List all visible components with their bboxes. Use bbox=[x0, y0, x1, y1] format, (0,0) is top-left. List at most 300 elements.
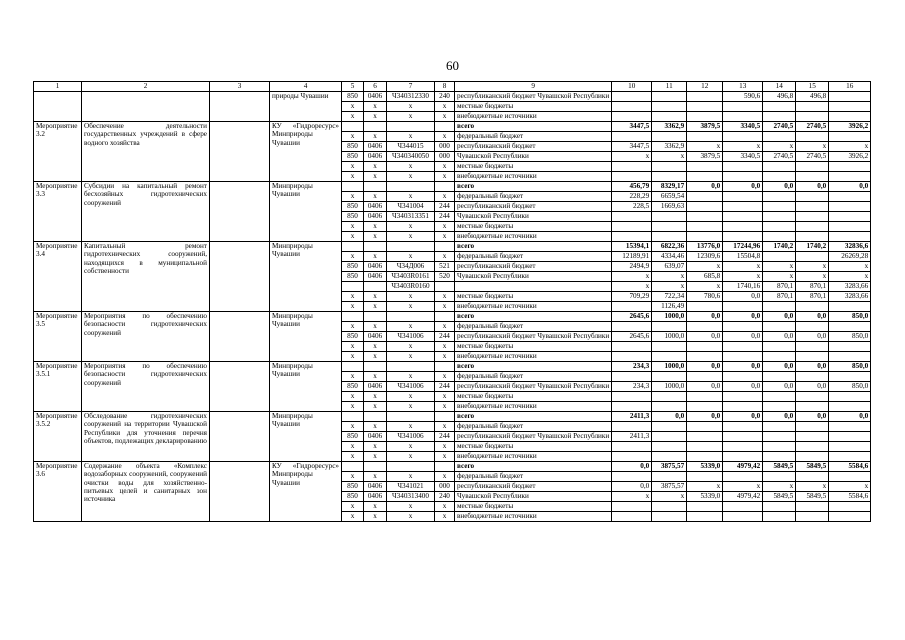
amount-cell bbox=[612, 502, 652, 512]
code-cell: x bbox=[364, 172, 387, 182]
amount-cell bbox=[723, 392, 763, 402]
code-cell: x bbox=[387, 472, 435, 482]
code-cell: x bbox=[364, 162, 387, 172]
funding-source-cell: внебюджетные источники bbox=[455, 302, 612, 312]
code-cell: 244 bbox=[435, 212, 455, 222]
amount-cell bbox=[612, 232, 652, 242]
executor-cell: Минприроды Чувашии bbox=[270, 242, 342, 312]
funding-source-cell: федеральный бюджет bbox=[455, 252, 612, 262]
amount-cell: 2740,5 bbox=[796, 152, 829, 162]
amount-cell: 0,0 bbox=[796, 312, 829, 322]
amount-cell bbox=[763, 342, 796, 352]
amount-cell bbox=[829, 512, 871, 522]
code-cell bbox=[364, 312, 387, 322]
amount-cell bbox=[687, 392, 723, 402]
amount-cell bbox=[763, 432, 796, 442]
column-number: 5 bbox=[342, 82, 364, 92]
amount-cell: x bbox=[612, 152, 652, 162]
amount-cell: 870,1 bbox=[796, 292, 829, 302]
amount-cell bbox=[723, 172, 763, 182]
code-cell: x bbox=[342, 102, 364, 112]
amount-cell: 0,0 bbox=[763, 312, 796, 322]
amount-cell: 0,0 bbox=[723, 292, 763, 302]
amount-cell bbox=[796, 162, 829, 172]
amount-cell bbox=[796, 302, 829, 312]
funding-source-cell: внебюджетные источники bbox=[455, 172, 612, 182]
funding-source-cell: республиканский бюджет bbox=[455, 482, 612, 492]
code-cell: x bbox=[435, 172, 455, 182]
amount-cell: 5849,5 bbox=[763, 462, 796, 472]
amount-cell: 17244,96 bbox=[723, 242, 763, 252]
funding-source-cell: федеральный бюджет bbox=[455, 192, 612, 202]
amount-cell: x bbox=[612, 492, 652, 502]
code-cell: x bbox=[342, 392, 364, 402]
amount-cell bbox=[723, 112, 763, 122]
amount-cell: 1740,2 bbox=[763, 242, 796, 252]
amount-cell bbox=[612, 342, 652, 352]
amount-cell: x bbox=[723, 142, 763, 152]
code-cell bbox=[435, 182, 455, 192]
amount-cell: 1126,49 bbox=[652, 302, 687, 312]
amount-cell: 2411,3 bbox=[612, 432, 652, 442]
code-cell: x bbox=[387, 442, 435, 452]
funding-source-cell: Чувашской Республики bbox=[455, 492, 612, 502]
code-cell: x bbox=[387, 452, 435, 462]
funding-source-cell: федеральный бюджет bbox=[455, 322, 612, 332]
amount-cell bbox=[829, 322, 871, 332]
code-cell bbox=[387, 312, 435, 322]
amount-cell bbox=[723, 452, 763, 462]
column-number: 12 bbox=[687, 82, 723, 92]
amount-cell bbox=[723, 202, 763, 212]
amount-cell: 4979,42 bbox=[723, 492, 763, 502]
amount-cell: x bbox=[829, 272, 871, 282]
amount-cell bbox=[723, 102, 763, 112]
amount-cell bbox=[612, 132, 652, 142]
amount-cell: 5339,0 bbox=[687, 462, 723, 472]
funding-source-cell: Чувашской Республики bbox=[455, 272, 612, 282]
amount-cell bbox=[829, 92, 871, 102]
amount-cell: 1000,0 bbox=[652, 382, 687, 392]
measure-name-cell bbox=[82, 92, 210, 122]
code-cell: x bbox=[435, 192, 455, 202]
amount-cell bbox=[687, 222, 723, 232]
amount-cell bbox=[687, 232, 723, 242]
code-cell: x bbox=[342, 402, 364, 412]
amount-cell: x bbox=[796, 272, 829, 282]
amount-cell bbox=[796, 222, 829, 232]
amount-cell: 0,0 bbox=[612, 462, 652, 472]
amount-cell bbox=[652, 92, 687, 102]
amount-cell bbox=[652, 342, 687, 352]
funding-source-cell: местные бюджеты bbox=[455, 502, 612, 512]
executor-cell: Минприроды Чувашии bbox=[270, 312, 342, 362]
amount-cell bbox=[652, 102, 687, 112]
code-cell: Ч3403R0160 bbox=[387, 282, 435, 292]
funding-source-cell: республиканский бюджет Чувашской Республики bbox=[455, 432, 612, 442]
amount-cell bbox=[763, 222, 796, 232]
code-cell: 850 bbox=[342, 142, 364, 152]
column-number: 13 bbox=[723, 82, 763, 92]
funding-source-cell: Чувашской Республики bbox=[455, 212, 612, 222]
amount-cell: 0,0 bbox=[763, 362, 796, 372]
code-cell: x bbox=[435, 232, 455, 242]
amount-cell bbox=[687, 422, 723, 432]
amount-cell bbox=[829, 172, 871, 182]
amount-cell: 228,5 bbox=[612, 202, 652, 212]
funding-source-cell: всего bbox=[455, 412, 612, 422]
amount-cell bbox=[687, 302, 723, 312]
amount-cell: x bbox=[763, 142, 796, 152]
amount-cell bbox=[687, 322, 723, 332]
amount-cell: x bbox=[763, 262, 796, 272]
amount-cell: 3340,5 bbox=[723, 152, 763, 162]
measure-name-cell: Мероприятия по обеспечению безопасности гидротехнических сооружений bbox=[82, 312, 210, 362]
measure-id-cell: Мероприятие 3.5.1 bbox=[34, 362, 82, 412]
amount-cell bbox=[796, 372, 829, 382]
amount-cell: 3362,9 bbox=[652, 142, 687, 152]
code-cell: Ч340313351 bbox=[387, 212, 435, 222]
executor-blank-cell bbox=[210, 182, 270, 242]
code-cell: 244 bbox=[435, 432, 455, 442]
amount-cell: 1000,0 bbox=[652, 332, 687, 342]
amount-cell bbox=[652, 352, 687, 362]
amount-cell: x bbox=[796, 482, 829, 492]
amount-cell bbox=[829, 352, 871, 362]
column-number: 3 bbox=[210, 82, 270, 92]
code-cell: x bbox=[435, 132, 455, 142]
amount-cell: x bbox=[723, 482, 763, 492]
code-cell: x bbox=[342, 502, 364, 512]
code-cell: x bbox=[342, 252, 364, 262]
funding-source-cell: внебюджетные источники bbox=[455, 402, 612, 412]
amount-cell: 850,0 bbox=[829, 382, 871, 392]
code-cell: x bbox=[387, 342, 435, 352]
amount-cell bbox=[829, 422, 871, 432]
code-cell: x bbox=[342, 232, 364, 242]
amount-cell bbox=[723, 512, 763, 522]
code-cell: x bbox=[435, 252, 455, 262]
code-cell: 0406 bbox=[364, 92, 387, 102]
amount-cell: 639,07 bbox=[652, 262, 687, 272]
amount-cell bbox=[687, 212, 723, 222]
amount-cell: 3879,5 bbox=[687, 122, 723, 132]
amount-cell bbox=[829, 162, 871, 172]
amount-cell bbox=[612, 92, 652, 102]
code-cell: x bbox=[435, 472, 455, 482]
code-cell: x bbox=[387, 372, 435, 382]
amount-cell: 850,0 bbox=[829, 362, 871, 372]
amount-cell bbox=[829, 502, 871, 512]
amount-cell: 870,1 bbox=[763, 282, 796, 292]
amount-cell: 5584,6 bbox=[829, 462, 871, 472]
code-cell bbox=[342, 282, 364, 292]
amount-cell bbox=[652, 452, 687, 462]
funding-source-cell bbox=[455, 282, 612, 292]
code-cell: x bbox=[364, 112, 387, 122]
amount-cell bbox=[829, 192, 871, 202]
code-cell: 0406 bbox=[364, 262, 387, 272]
code-cell bbox=[387, 362, 435, 372]
code-cell: x bbox=[342, 192, 364, 202]
code-cell: x bbox=[342, 342, 364, 352]
amount-cell bbox=[796, 322, 829, 332]
amount-cell: 228,29 bbox=[612, 192, 652, 202]
amount-cell: 0,0 bbox=[687, 382, 723, 392]
code-cell: x bbox=[364, 102, 387, 112]
amount-cell bbox=[796, 502, 829, 512]
funding-source-cell: местные бюджеты bbox=[455, 292, 612, 302]
amount-cell: 13776,0 bbox=[687, 242, 723, 252]
amount-cell bbox=[687, 342, 723, 352]
amount-cell: 456,79 bbox=[612, 182, 652, 192]
amount-cell: 234,3 bbox=[612, 362, 652, 372]
amount-cell: x bbox=[763, 482, 796, 492]
amount-cell bbox=[612, 372, 652, 382]
code-cell: x bbox=[364, 322, 387, 332]
code-cell: Ч341006 bbox=[387, 432, 435, 442]
amount-cell: 26269,28 bbox=[829, 252, 871, 262]
amount-cell: 870,1 bbox=[763, 292, 796, 302]
amount-cell bbox=[687, 432, 723, 442]
measure-name-cell: Капитальный ремонт гидротехнических сооружений, находящихся в муниципальной собственности bbox=[82, 242, 210, 312]
code-cell: x bbox=[387, 302, 435, 312]
funding-source-cell: федеральный бюджет bbox=[455, 422, 612, 432]
amount-cell bbox=[763, 212, 796, 222]
amount-cell: 5849,5 bbox=[796, 492, 829, 502]
amount-cell bbox=[723, 132, 763, 142]
executor-cell: КУ «Гидроресурс» Минприроды Чувашии bbox=[270, 122, 342, 182]
code-cell: Ч340340050 bbox=[387, 152, 435, 162]
amount-cell bbox=[829, 472, 871, 482]
amount-cell bbox=[763, 322, 796, 332]
amount-cell: 1000,0 bbox=[652, 362, 687, 372]
code-cell: x bbox=[387, 322, 435, 332]
code-cell: x bbox=[364, 352, 387, 362]
amount-cell bbox=[687, 192, 723, 202]
code-cell: x bbox=[387, 252, 435, 262]
code-cell: x bbox=[364, 442, 387, 452]
amount-cell: 850,0 bbox=[829, 312, 871, 322]
amount-cell: 5339,0 bbox=[687, 492, 723, 502]
amount-cell: 0,0 bbox=[723, 362, 763, 372]
amount-cell bbox=[652, 422, 687, 432]
code-cell: x bbox=[387, 192, 435, 202]
amount-cell bbox=[796, 172, 829, 182]
code-cell: x bbox=[364, 472, 387, 482]
funding-source-cell: федеральный бюджет bbox=[455, 472, 612, 482]
amount-cell: 0,0 bbox=[687, 362, 723, 372]
amount-cell: 0,0 bbox=[796, 332, 829, 342]
amount-cell: 2645,6 bbox=[612, 312, 652, 322]
amount-cell: x bbox=[687, 262, 723, 272]
amount-cell: 722,34 bbox=[652, 292, 687, 302]
amount-cell bbox=[763, 202, 796, 212]
code-cell: x bbox=[435, 162, 455, 172]
amount-cell bbox=[652, 392, 687, 402]
amount-cell: 685,8 bbox=[687, 272, 723, 282]
amount-cell: 32836,6 bbox=[829, 242, 871, 252]
amount-cell bbox=[829, 232, 871, 242]
amount-cell bbox=[723, 472, 763, 482]
amount-cell bbox=[687, 102, 723, 112]
funding-source-cell: республиканский бюджет Чувашской Республики bbox=[455, 382, 612, 392]
column-number: 2 bbox=[82, 82, 210, 92]
code-cell: Ч3403R0161 bbox=[387, 272, 435, 282]
amount-cell: x bbox=[687, 482, 723, 492]
amount-cell: 3447,5 bbox=[612, 142, 652, 152]
amount-cell: 3926,2 bbox=[829, 152, 871, 162]
column-number: 6 bbox=[364, 82, 387, 92]
executor-cell: Минприроды Чувашии bbox=[270, 182, 342, 242]
amount-cell: 0,0 bbox=[763, 412, 796, 422]
code-cell bbox=[435, 282, 455, 292]
executor-blank-cell bbox=[210, 122, 270, 182]
amount-cell: 3340,5 bbox=[723, 122, 763, 132]
code-cell: x bbox=[342, 422, 364, 432]
amount-cell bbox=[723, 342, 763, 352]
code-cell: x bbox=[342, 112, 364, 122]
amount-cell bbox=[652, 232, 687, 242]
amount-cell bbox=[652, 372, 687, 382]
amount-cell bbox=[723, 192, 763, 202]
amount-cell: 2411,3 bbox=[612, 412, 652, 422]
amount-cell: 2494,9 bbox=[612, 262, 652, 272]
executor-blank-cell bbox=[210, 412, 270, 462]
code-cell: x bbox=[342, 352, 364, 362]
amount-cell bbox=[652, 322, 687, 332]
funding-source-cell: федеральный бюджет bbox=[455, 372, 612, 382]
amount-cell: 496,8 bbox=[796, 92, 829, 102]
code-cell: x bbox=[435, 322, 455, 332]
column-number: 15 bbox=[796, 82, 829, 92]
amount-cell bbox=[763, 452, 796, 462]
amount-cell bbox=[612, 322, 652, 332]
funding-source-cell: республиканский бюджет bbox=[455, 202, 612, 212]
amount-cell: 850,0 bbox=[829, 332, 871, 342]
code-cell: Ч340312330 bbox=[387, 92, 435, 102]
amount-cell: 15504,8 bbox=[723, 252, 763, 262]
code-cell: x bbox=[364, 502, 387, 512]
funding-source-cell: местные бюджеты bbox=[455, 222, 612, 232]
code-cell: 850 bbox=[342, 382, 364, 392]
code-cell: 850 bbox=[342, 262, 364, 272]
code-cell: x bbox=[435, 292, 455, 302]
measure-name-cell: Обеспечение деятельности государственных учреждений в сфере водного хозяйства bbox=[82, 122, 210, 182]
funding-source-cell: местные бюджеты bbox=[455, 392, 612, 402]
amount-cell: 780,6 bbox=[687, 292, 723, 302]
amount-cell bbox=[829, 372, 871, 382]
amount-cell bbox=[723, 422, 763, 432]
amount-cell bbox=[763, 442, 796, 452]
amount-cell: 3447,5 bbox=[612, 122, 652, 132]
code-cell bbox=[387, 182, 435, 192]
amount-cell bbox=[652, 432, 687, 442]
amount-cell bbox=[612, 352, 652, 362]
amount-cell bbox=[652, 212, 687, 222]
table-row bbox=[34, 312, 871, 322]
code-cell: x bbox=[342, 222, 364, 232]
code-cell: x bbox=[435, 352, 455, 362]
code-cell bbox=[387, 412, 435, 422]
code-cell: x bbox=[387, 352, 435, 362]
amount-cell: x bbox=[796, 142, 829, 152]
amount-cell bbox=[763, 252, 796, 262]
code-cell: x bbox=[342, 322, 364, 332]
amount-cell: 1740,16 bbox=[723, 282, 763, 292]
amount-cell: x bbox=[652, 492, 687, 502]
measure-name-cell: Содержание объекта «Комплекс водозаборных сооружений, сооружений очистки воды для хозяйственно-питьевых целей и санитарных зон источника bbox=[82, 462, 210, 522]
amount-cell: 0,0 bbox=[829, 182, 871, 192]
amount-cell: 3283,66 bbox=[829, 282, 871, 292]
amount-cell bbox=[652, 222, 687, 232]
code-cell bbox=[435, 362, 455, 372]
code-cell: Ч341021 bbox=[387, 482, 435, 492]
executor-blank-cell bbox=[210, 92, 270, 122]
code-cell: x bbox=[435, 102, 455, 112]
amount-cell bbox=[612, 442, 652, 452]
amount-cell bbox=[723, 502, 763, 512]
amount-cell: x bbox=[652, 282, 687, 292]
amount-cell bbox=[612, 452, 652, 462]
amount-cell bbox=[652, 502, 687, 512]
amount-cell: 0,0 bbox=[829, 412, 871, 422]
funding-source-cell: республиканский бюджет bbox=[455, 262, 612, 272]
amount-cell bbox=[687, 402, 723, 412]
code-cell: x bbox=[342, 472, 364, 482]
code-cell: x bbox=[342, 292, 364, 302]
amount-cell bbox=[829, 212, 871, 222]
amount-cell bbox=[763, 132, 796, 142]
amount-cell: x bbox=[612, 272, 652, 282]
amount-cell bbox=[763, 162, 796, 172]
amount-cell bbox=[612, 422, 652, 432]
amount-cell bbox=[763, 302, 796, 312]
amount-cell: x bbox=[652, 272, 687, 282]
amount-cell: 0,0 bbox=[796, 362, 829, 372]
code-cell: x bbox=[435, 392, 455, 402]
code-cell: 850 bbox=[342, 92, 364, 102]
code-cell: x bbox=[387, 402, 435, 412]
code-cell: 244 bbox=[435, 382, 455, 392]
funding-source-cell: всего bbox=[455, 312, 612, 322]
measure-id-cell bbox=[34, 92, 82, 122]
code-cell: x bbox=[364, 222, 387, 232]
executor-cell: КУ «Гидроресурс» Минприроды Чувашии bbox=[270, 462, 342, 522]
amount-cell: 0,0 bbox=[723, 312, 763, 322]
amount-cell: 0,0 bbox=[652, 412, 687, 422]
amount-cell: x bbox=[763, 272, 796, 282]
table-header-row bbox=[34, 82, 871, 92]
amount-cell: 3283,66 bbox=[829, 292, 871, 302]
amount-cell bbox=[796, 432, 829, 442]
code-cell: 850 bbox=[342, 492, 364, 502]
funding-source-cell: всего bbox=[455, 122, 612, 132]
amount-cell bbox=[612, 512, 652, 522]
column-number: 10 bbox=[612, 82, 652, 92]
code-cell: 0406 bbox=[364, 212, 387, 222]
code-cell bbox=[435, 412, 455, 422]
code-cell: 850 bbox=[342, 432, 364, 442]
amount-cell: 2740,5 bbox=[763, 122, 796, 132]
amount-cell bbox=[612, 162, 652, 172]
amount-cell bbox=[796, 132, 829, 142]
amount-cell bbox=[687, 352, 723, 362]
code-cell: x bbox=[435, 372, 455, 382]
code-cell: 0406 bbox=[364, 492, 387, 502]
code-cell: 000 bbox=[435, 152, 455, 162]
amount-cell: 1669,63 bbox=[652, 202, 687, 212]
